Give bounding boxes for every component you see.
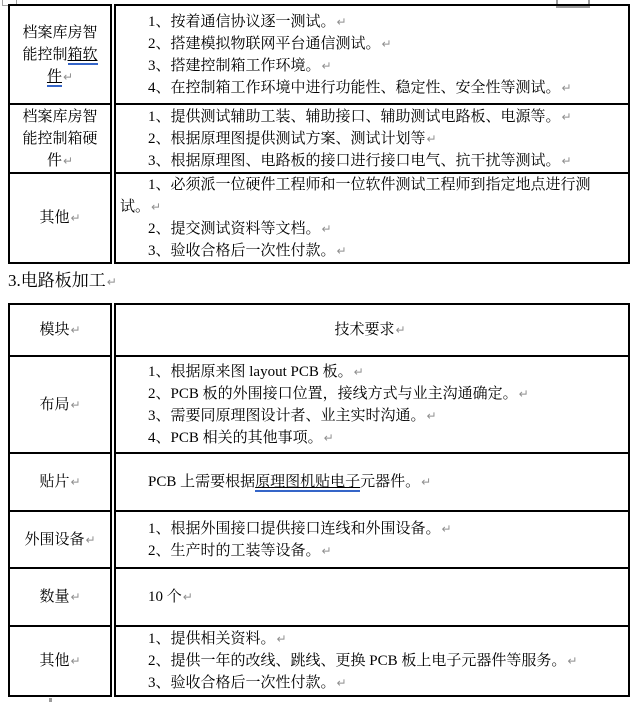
table-row-quantity: [8, 567, 630, 627]
requirement-item: 1、根据原来图 layout PCB 板。↵: [148, 363, 364, 380]
requirement-item: 1、根据外围接口提供接口连线和外围设备。↵: [148, 520, 452, 537]
module-cell: [8, 103, 112, 174]
requirement-item: 4、PCB 相关的其他事项。↵: [148, 429, 334, 446]
module-header-label: 模块↵: [39, 322, 81, 338]
requirements-cell: [114, 625, 630, 697]
module-cell: [8, 4, 112, 105]
paragraph-mark-icon: ↵: [421, 475, 432, 489]
control-box-requirements-table: [8, 4, 630, 264]
requirement-item: 2、提交测试资料等文档。↵: [148, 221, 332, 237]
requirement-item: [120, 471, 620, 493]
requirement-item: 1、必须派一位硬件工程师和一位软件测试工程师到指定地点进行测试。↵: [120, 177, 591, 215]
requirement-item: 2、PCB 板的外围接口位置，接线方式与业主沟通确定。↵: [148, 385, 529, 402]
requirements-cell: [114, 4, 630, 105]
module-cell: [8, 625, 112, 697]
requirement-item: 1、按着通信协议逐一测试。↵: [148, 13, 347, 30]
paragraph-mark-icon: ↵: [70, 475, 81, 489]
table-row-smt: [8, 452, 630, 512]
section-heading: 3.电路板加工↵: [8, 271, 117, 290]
requirements-header-cell: [114, 303, 630, 357]
module-label: 其他↵: [39, 210, 81, 226]
requirements-cell: [114, 103, 630, 174]
table-row-software: [8, 4, 630, 105]
table-row-hardware: [8, 103, 630, 174]
paragraph-mark-icon: ↵: [70, 654, 81, 668]
module-header-cell: [8, 303, 112, 357]
paragraph-mark-icon: ↵: [62, 153, 74, 168]
requirement-item: 4、在控制箱工作环境中进行功能性、稳定性、安全性等测试。↵: [148, 79, 572, 96]
paragraph-mark-icon: ↵: [70, 590, 81, 604]
requirement-item: 2、提供一年的改线、跳线、更换 PCB 板上电子元器件等服务。↵: [148, 653, 578, 669]
paragraph-mark-icon: ↵: [561, 109, 572, 124]
requirements-cell: [114, 510, 630, 569]
paragraph-mark-icon: ↵: [353, 364, 364, 379]
table-row-layout: [8, 355, 630, 454]
paragraph-mark-icon: ↵: [336, 676, 347, 690]
paragraph-mark-icon: ↵: [321, 543, 332, 558]
paragraph-mark-icon: ↵: [182, 590, 193, 604]
paragraph-mark-icon: ↵: [276, 632, 287, 646]
paragraph-mark-icon: ↵: [336, 14, 347, 29]
requirement-item: 3、搭建控制箱工作环境。↵: [148, 57, 332, 74]
clipped-fragment-bottom: [49, 698, 52, 702]
paragraph-mark-icon: ↵: [441, 521, 452, 536]
paragraph-mark-icon: ↵: [151, 200, 162, 214]
paragraph-mark-icon: ↵: [106, 275, 117, 289]
module-text-underlined: 箱软件: [46, 46, 98, 85]
requirements-cell: [114, 355, 630, 454]
module-cell: [8, 172, 112, 264]
requirement-item: 1、提供相关资料。↵: [148, 631, 287, 647]
paragraph-mark-icon: ↵: [321, 58, 332, 73]
paragraph-mark-icon: ↵: [567, 654, 578, 668]
requirement-text: 元器件。: [360, 474, 421, 490]
module-label: 数量↵: [39, 589, 81, 605]
paragraph-mark-icon: ↵: [70, 397, 81, 412]
paragraph-mark-icon: ↵: [70, 323, 81, 337]
requirements-cell: [114, 452, 630, 512]
pcb-requirements-table: [8, 303, 630, 697]
requirement-item: 2、根据原理图提供测试方案、测试计划等↵: [148, 130, 437, 147]
requirement-item: 10 个↵: [148, 589, 193, 605]
requirement-item: 2、搭建模拟物联网平台通信测试。↵: [148, 35, 392, 52]
module-label: 其他↵: [39, 653, 81, 669]
requirement-item: 3、验收合格后一次性付款。↵: [148, 675, 347, 691]
module-label: 贴片↵: [39, 474, 81, 490]
module-cell: [8, 510, 112, 569]
requirements-cell: [114, 567, 630, 627]
module-cell: [8, 355, 112, 454]
paragraph-mark-icon: ↵: [426, 131, 437, 146]
requirement-item: 3、需要同原理图设计者、业主实时沟通。↵: [148, 407, 437, 424]
requirement-text: PCB 上需要根据: [148, 474, 256, 490]
paragraph-mark-icon: ↵: [323, 430, 334, 445]
paragraph-mark-icon: ↵: [62, 69, 74, 84]
paragraph-mark-icon: ↵: [395, 323, 406, 337]
paragraph-mark-icon: ↵: [336, 244, 347, 258]
paragraph-mark-icon: ↵: [561, 80, 572, 95]
module-label: 档案库房智能控制箱硬件↵: [22, 108, 98, 169]
table-row-other: [8, 625, 630, 697]
table-header-row: [8, 303, 630, 357]
requirements-header-label: 技术要求↵: [334, 322, 406, 338]
requirement-item: 1、提供测试辅助工装、辅助接口、辅助测试电路板、电源等。↵: [148, 108, 572, 125]
table-row-peripherals: [8, 510, 630, 569]
module-label: 布局↵: [39, 396, 81, 413]
paragraph-mark-icon: ↵: [426, 408, 437, 423]
paragraph-mark-icon: ↵: [381, 36, 392, 51]
paragraph-mark-icon: ↵: [561, 153, 572, 168]
module-text: 档案库房智能控制: [22, 24, 98, 63]
requirements-cell: [114, 172, 630, 264]
requirement-item: 3、根据原理图、电路板的接口进行接口电气、抗干扰等测试。↵: [148, 152, 572, 169]
module-label: 外围设备↵: [24, 531, 96, 548]
table-row-other: [8, 172, 630, 264]
module-cell: [8, 567, 112, 627]
module-cell: [8, 452, 112, 512]
paragraph-mark-icon: ↵: [70, 211, 81, 225]
requirement-text-underlined: 原理图机贴电子: [255, 474, 361, 490]
paragraph-mark-icon: ↵: [85, 532, 96, 547]
paragraph-mark-icon: ↵: [321, 222, 332, 236]
paragraph-mark-icon: ↵: [518, 386, 529, 401]
requirement-item: 3、验收合格后一次性付款。↵: [148, 243, 347, 259]
requirement-item: 2、生产时的工装等设备。↵: [148, 542, 332, 559]
module-label: [19, 22, 101, 88]
